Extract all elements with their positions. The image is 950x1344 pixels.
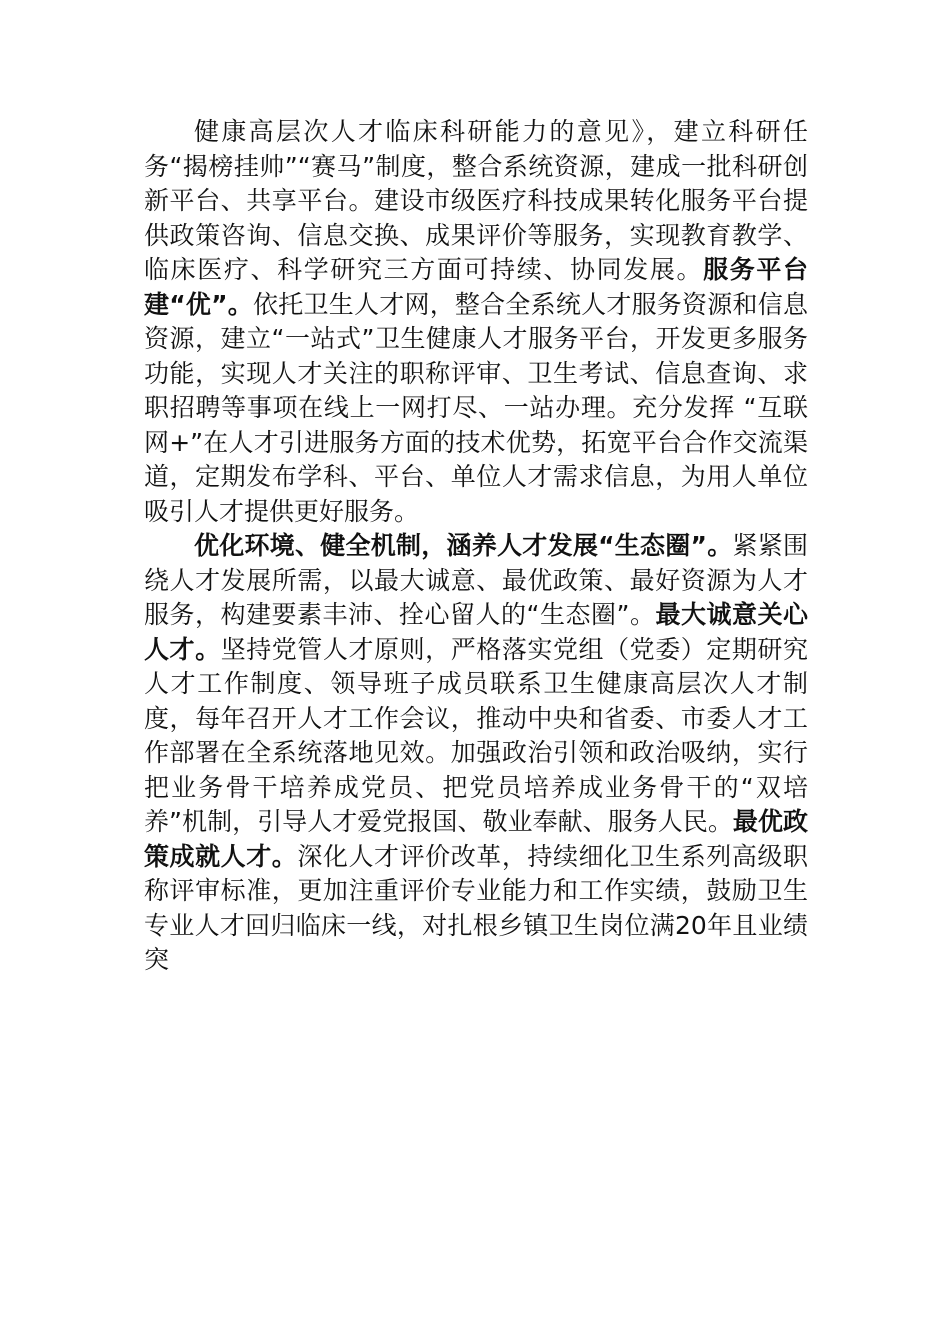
paragraph-2-heading-policy: 最优政策成就人才。: [144, 807, 808, 871]
paragraph-1-text-2: 依托卫生人才网，整合全系统人才服务资源和信息资源，建立“一站式”卫生健康人才服务平台，开发更多服务功能，实现人才关注的职称评审、卫生考试、信息查询、求职招聘等事项在线上一网打尽、一站办理。充分发挥 “互联网+”在人才引进服务方面的技术优势，拓宽平台合作交流渠道，定期发布学科、平台、单位人才需求信息，为用人单位吸引人才提供更好服务。: [144, 289, 808, 526]
paragraph-1-text-1: 健康高层次人才临床科研能力的意见》，建立科研任务“揭榜挂帅”“赛马”制度，整合系统资源，建成一批科研创新平台、共享平台。建设市级医疗科技成果转化服务平台提供政策咨询、信息交换、成果评价等服务，实现教育教学、临床医疗、科学研究三方面可持续、协同发展。: [144, 117, 808, 284]
paragraph-1-heading-service-platform: 服务平台建“优”。: [144, 255, 808, 319]
paragraph-2-text-3: 深化人才评价改革，持续细化卫生系列高级职称评审标准，更加注重评价专业能力和工作实绩，鼓励卫生专业人才回归临床一线，对扎根乡镇卫生岗位满20年且业绩突: [144, 841, 808, 974]
paragraph-2-text-2: 坚持党管人才原则，严格落实党组（党委）定期研究人才工作制度、领导班子成员联系卫生健康高层次人才制度，每年召开人才工作会议，推动中央和省委、市委人才工作部署在全系统落地见效。加强政治引领和政治吸纳，实行把业务骨干培养成党员、把党员培养成业务骨干的“双培养”机制，引导人才爱党报国、敬业奉献、服务人民。: [144, 634, 808, 836]
paragraph-2-text-1: 紧紧围绕人才发展所需，以最大诚意、最优政策、最好资源为人才服务，构建要素丰沛、拴心留人的“生态圈”。: [144, 531, 808, 629]
paragraph-2: [144, 529, 808, 978]
paragraph-2-section-title: 优化环境、健全机制，涵养人才发展“生态圈”。: [194, 531, 733, 560]
paragraph-1: [144, 115, 808, 529]
paragraph-2-heading-care: 最大诚意关心人才。: [144, 600, 808, 664]
document-body: [144, 115, 808, 978]
